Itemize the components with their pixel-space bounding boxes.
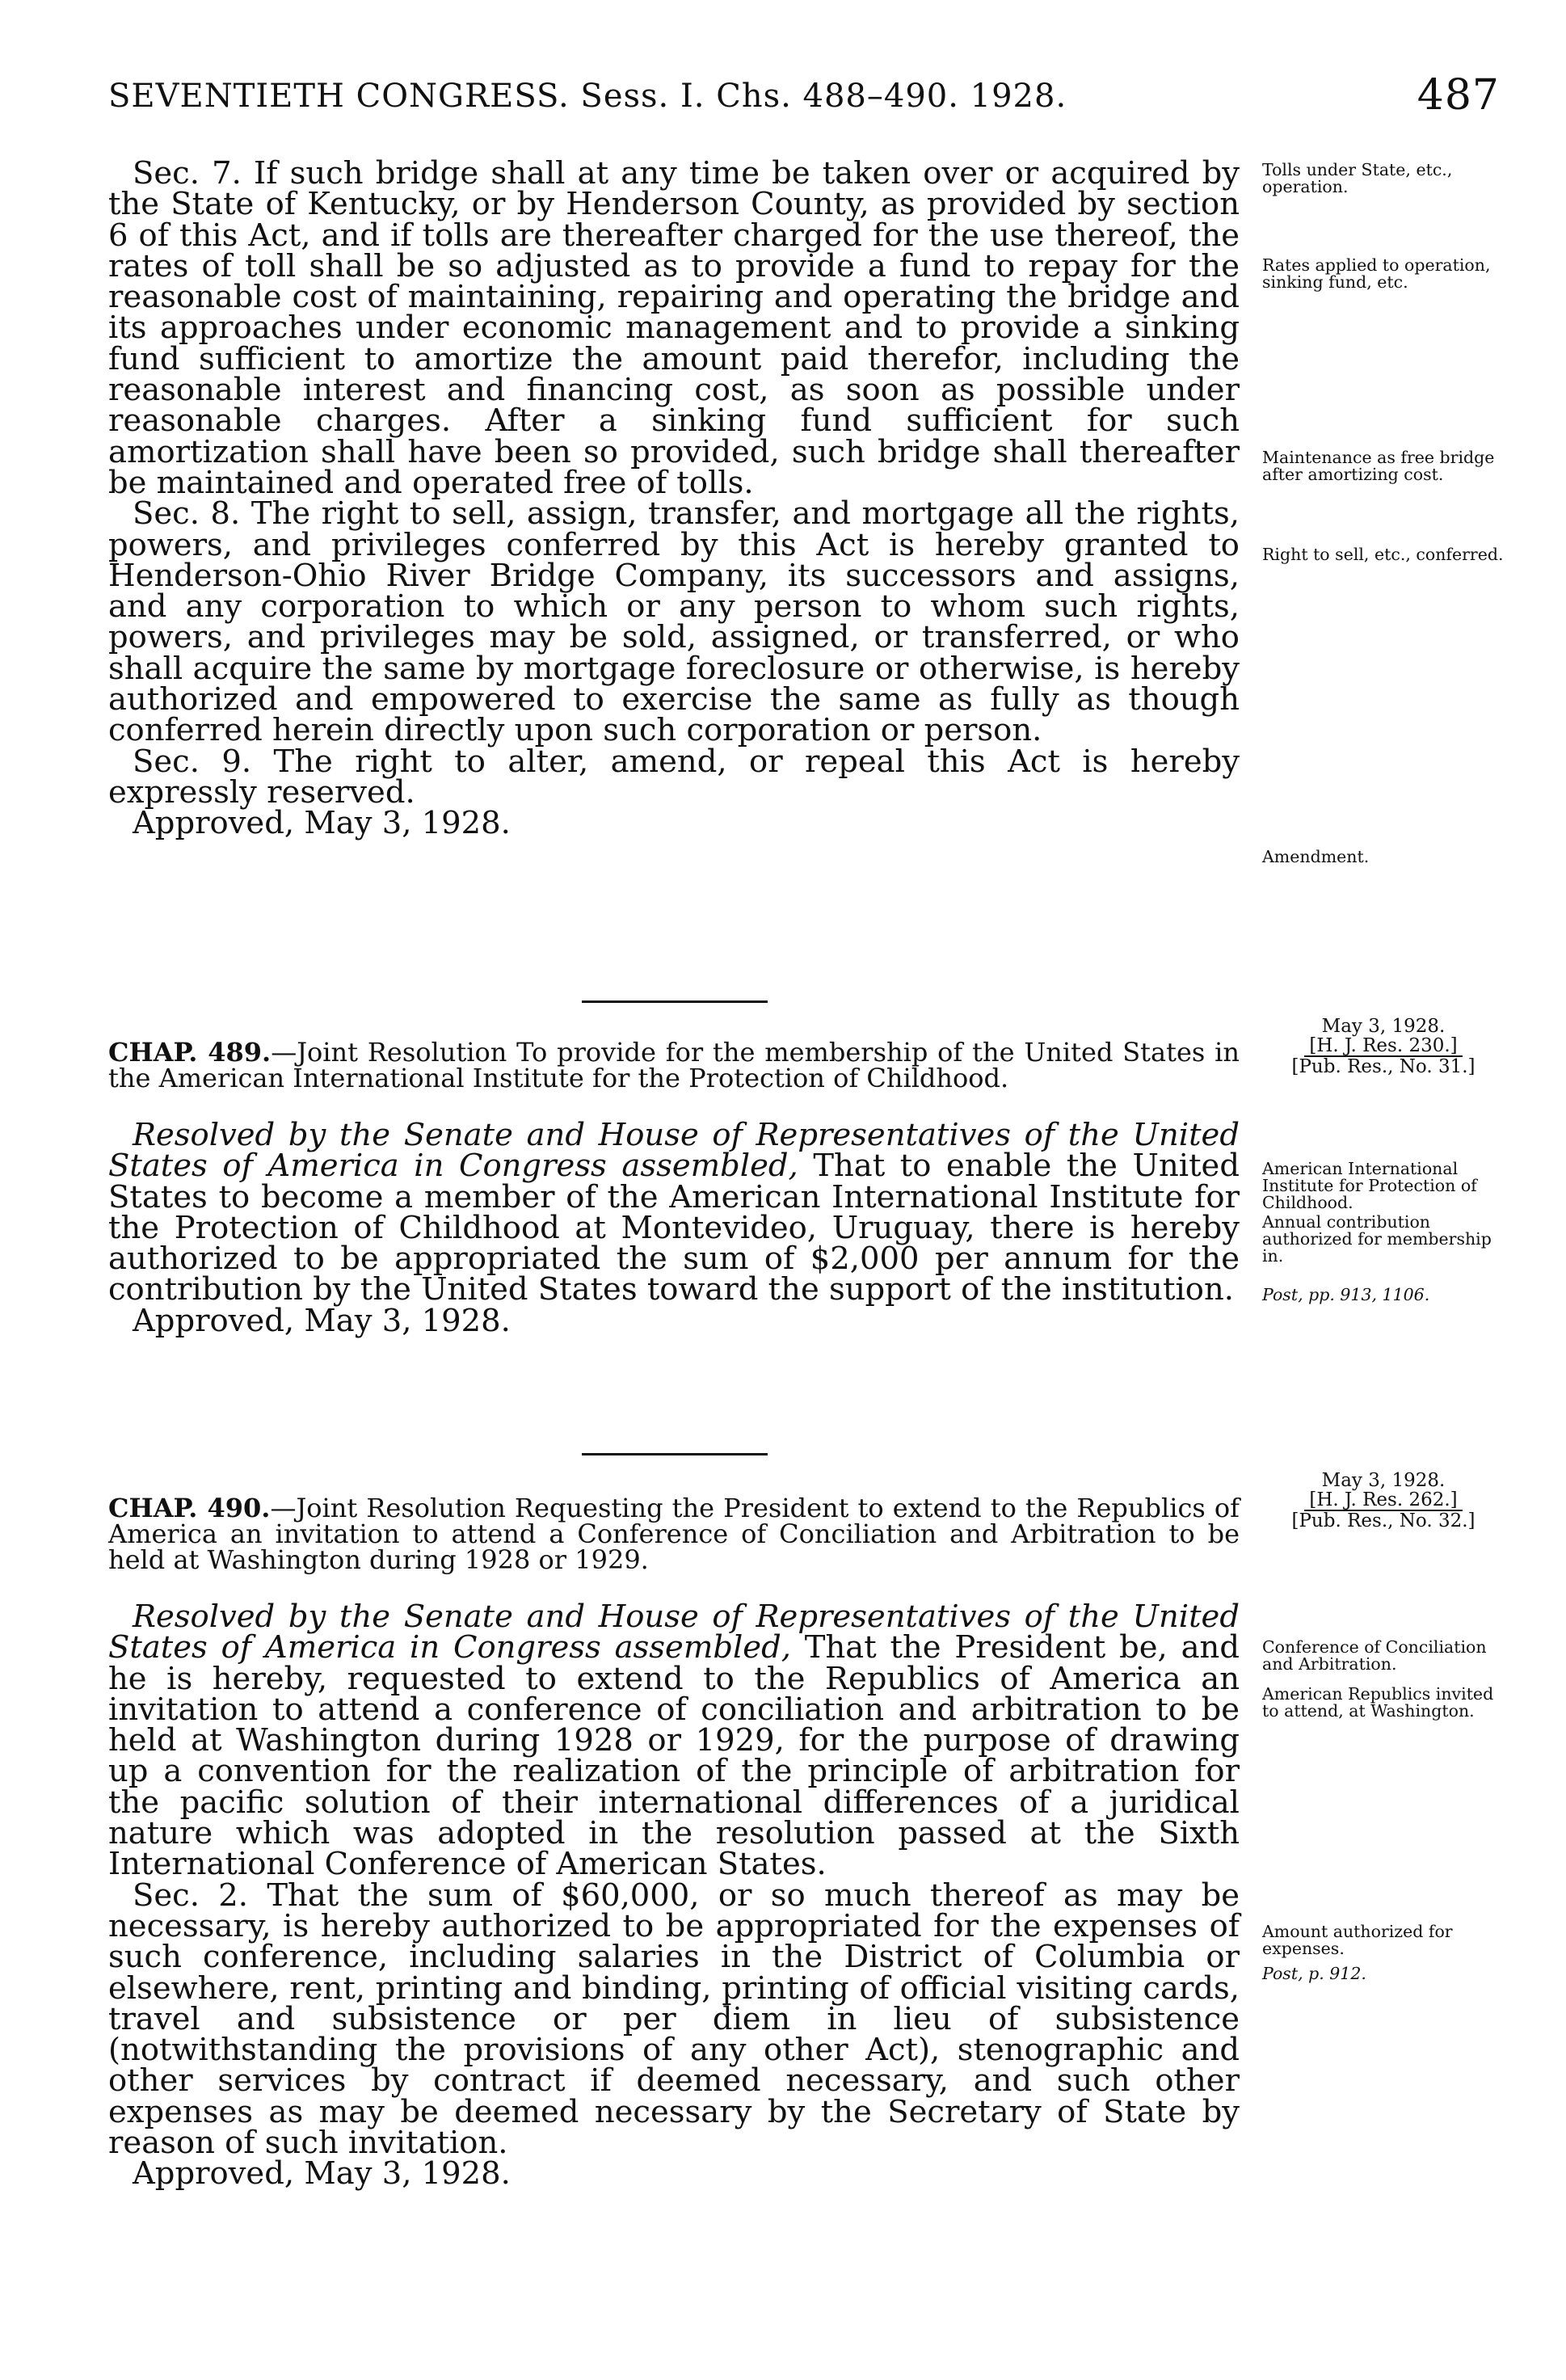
chapter-488-continuation <box>108 155 1240 842</box>
chap-490-citation <box>1262 1471 1505 1531</box>
chap-489-enacting-clause: Resolved by the Senate and House of Representatives of the United States of America in Congress assembled, <box>108 1117 1240 1185</box>
chapter-divider-2 <box>582 1453 768 1455</box>
section-9: Sec. 9. The right to alter, amend, or repeal this Act is hereby expressly reserved. <box>108 743 1240 811</box>
chap-490-enacting-clause: Resolved by the Senate and House of Representatives of the United States of America in Congress assembled, <box>108 1599 1240 1666</box>
chap-490-public-ref: [Pub. Res., No. 32.] <box>1291 1510 1475 1531</box>
margin-note-american-institute: American International Institute for Protection of Childhood. <box>1262 1159 1477 1212</box>
approved-490: Approved, May 3, 1928. <box>133 2155 511 2193</box>
running-head-title: SEVENTIETH CONGRESS. Sess. I. Chs. 488–490. 1928. <box>108 78 1067 115</box>
chapter-490 <box>108 1493 1240 2193</box>
chap-489-body: That to enable the United States to become a member of the American International Institute for the Protection of Childhood at Montevideo, Uruguay, there is hereby authorized to be appropriated the sum of $2,000 per annum for the contribution by the United States toward the support of the institution. <box>108 1148 1240 1308</box>
margin-note-rates: Rates applied to operation, sinking fund, etc. <box>1262 255 1491 292</box>
section-8: Sec. 8. The right to sell, assign, transfer, and mortgage all the rights, powers, and privileges conferred by this Act is hereby granted to Henderson-Ohio River Bridge Company, its successors and assigns, and any corporation to which or any person to whom such rights, powers, and privileges may be sold, assigned, or transferred, or who shall acquire the same by mortgage foreclosure or otherwise, is hereby authorized and empowered to exercise the same as fully as though conferred herein directly upon such corporation or person. <box>108 495 1240 749</box>
chap-490-date: May 3, 1928. <box>1321 1470 1446 1491</box>
chap-489-title: —Joint Resolution To provide for the membership of the United States in the American International Institute for the Protection of Childhood. <box>108 1037 1240 1093</box>
page-number: 487 <box>1417 71 1500 120</box>
running-header <box>108 71 1500 136</box>
chap-489-house-ref: [H. J. Res. 230.] <box>1304 1036 1462 1057</box>
section-7: Sec. 7. If such bridge shall at any time be taken over or acquired by the State of Kentucky, or by Henderson County, as provided by section 6 of this Act, and if tolls are thereafter charged for the use thereof, the rates of toll shall be so adjusted as to provide a fund to repay for the reasonable cost of maintaining, repairing and operating the bridge and its approaches under economic management and to provide a sinking fund sufficient to amortize the amount paid therefor, including the reasonable interest and financing cost, as soon as possible under reasonable charges. After a sinking fund sufficient for such amortization shall have been so provided, such bridge shall thereafter be maintained and operated free of tolls. <box>108 155 1240 501</box>
chap-489-public-ref: [Pub. Res., No. 31.] <box>1291 1056 1475 1077</box>
margin-note-post-490: Post, p. 912. <box>1262 1964 1366 1983</box>
chap-490-body: That the President be, and he is hereby, requested to extend to the Republics of America an invitation to attend a conference of conciliation and arbitration to be held at Washington during 1928 or 1929, for the purpose of drawing up a convention for the realization of the principle of arbitration for the pacific solution of their international differences of a juridical nature which was adopted in the resolution passed at the Sixth International Conference of American States. <box>108 1629 1240 1883</box>
chap-489-date: May 3, 1928. <box>1321 1016 1446 1037</box>
approved-488: Approved, May 3, 1928. <box>133 805 511 842</box>
margin-note-amendment: Amendment. <box>1262 847 1370 866</box>
margin-note-amount: Amount authorized for expenses. <box>1262 1922 1453 1958</box>
chapter-489 <box>108 1039 1240 1337</box>
chap-489-citation <box>1262 1017 1505 1076</box>
chap-490-resolution <box>108 1599 1240 1883</box>
chap-490-house-ref: [H. J. Res. 262.] <box>1304 1490 1462 1511</box>
approved-489: Approved, May 3, 1928. <box>133 1302 511 1339</box>
margin-note-republics: American Republics invited to attend, at Washington. <box>1262 1684 1494 1721</box>
chap-490-title: —Joint Resolution Requesting the President to extend to the Republics of America an invitation to attend a Conference of Conciliation and Arbitration to be held at Washington during 1928 or 1929. <box>108 1493 1240 1575</box>
chap-489-heading: CHAP. 489. <box>108 1037 272 1068</box>
chap-490-section-2: Sec. 2. That the sum of $60,000, or so much thereof as may be necessary, is hereby authorized to be appropriated for the expenses of such conference, including salaries in the District of Columbia or elsewhere, rent, printing and binding, printing of official visiting cards, travel and subsistence or per diem in lieu of subsistence (notwithstanding the provisions of any other Act), stenographic and other services by contract if deemed necessary, and such other expenses as may be deemed necessary by the Secretary of State by reason of such invitation. <box>108 1877 1240 2162</box>
chap-490-heading: CHAP. 490. <box>108 1493 271 1523</box>
margin-note-post-489: Post, pp. 913, 1106. <box>1262 1285 1430 1304</box>
chapter-divider-1 <box>582 1000 768 1003</box>
chap-490-heading-block <box>108 1495 1240 1573</box>
chap-489-resolution <box>108 1117 1240 1308</box>
margin-note-right-to-sell: Right to sell, etc., conferred. <box>1262 545 1504 564</box>
margin-note-annual-contribution: Annual contribution authorized for membership in. <box>1262 1212 1492 1266</box>
margin-note-tolls: Tolls under State, etc., operation. <box>1262 160 1453 196</box>
margin-note-maintenance: Maintenance as free bridge after amortizing cost. <box>1262 448 1495 484</box>
margin-note-conference: Conference of Conciliation and Arbitration. <box>1262 1637 1487 1674</box>
chap-489-heading-block <box>108 1039 1240 1091</box>
